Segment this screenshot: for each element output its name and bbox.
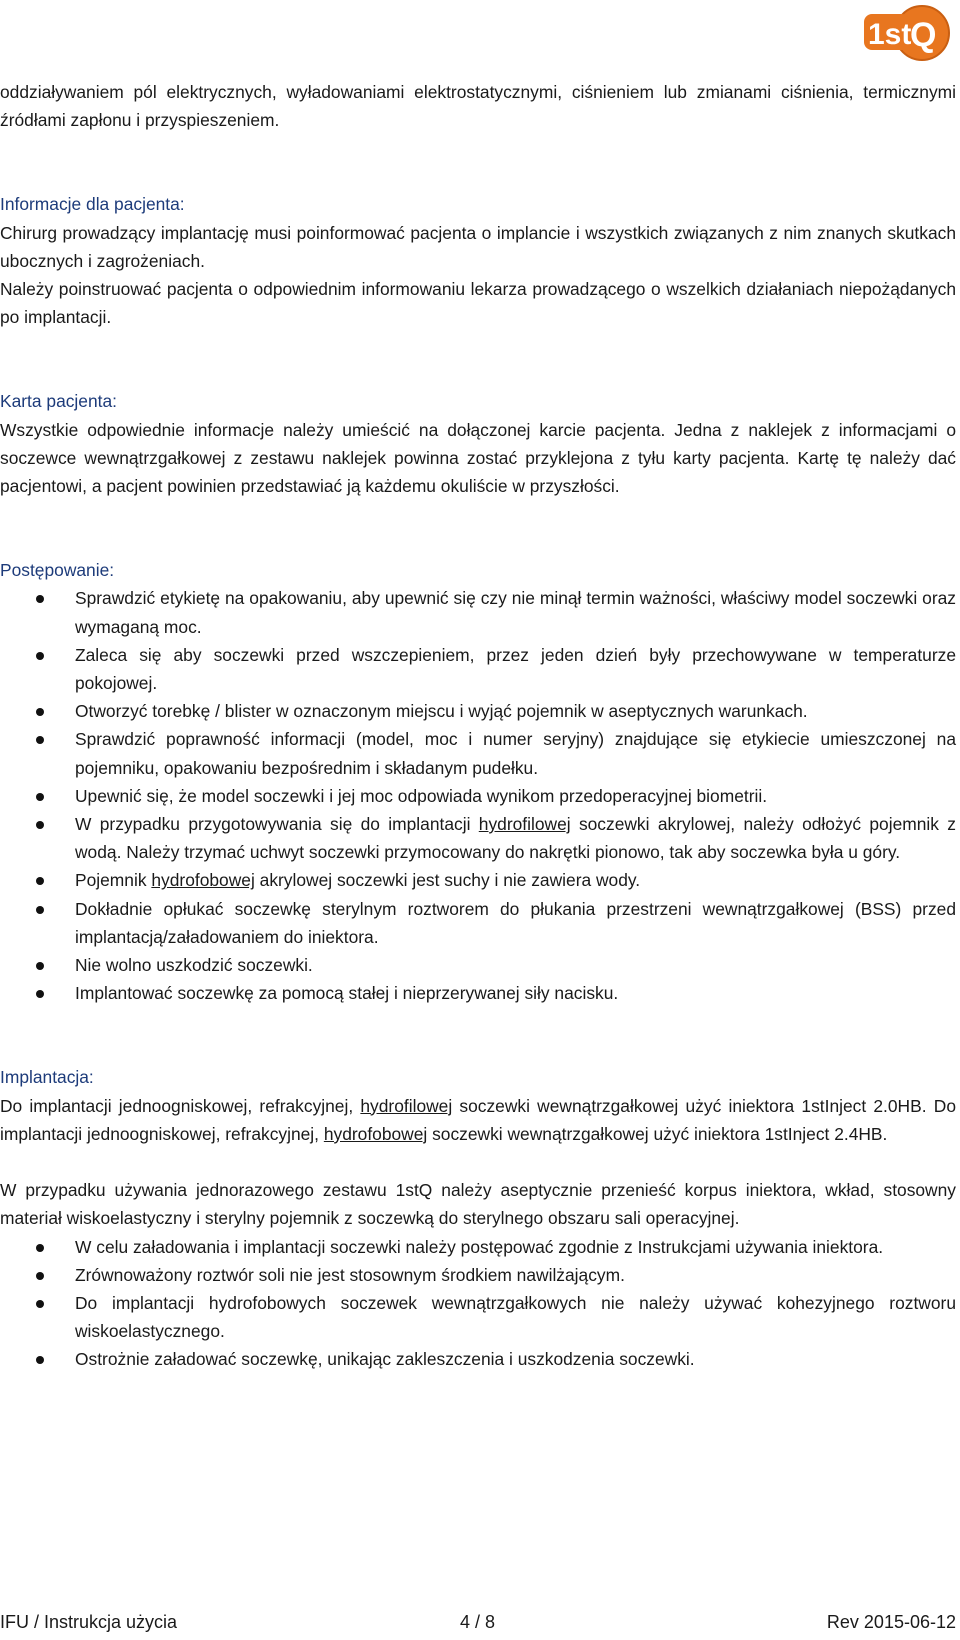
bullet-icon: [36, 1356, 44, 1364]
svg-text:Q: Q: [910, 16, 937, 54]
implantation-item: Zrównoważony roztwór soli nie jest stosownym środkiem nawilżającym.: [0, 1261, 956, 1289]
bullet-icon: [36, 962, 44, 970]
procedure-item: Sprawdzić etykietę na opakowaniu, aby upewnić się czy nie minął termin ważności, właściwy model soczewki oraz wymaganą moc.: [0, 584, 956, 640]
procedure-heading: Postępowanie:: [0, 560, 115, 581]
implantation-list: [0, 1233, 956, 1374]
bullet-icon: [36, 1300, 44, 1308]
implantation-paragraph-1: Do implantacji jednoogniskowej, refrakcyjnej, hydrofilowej soczewki wewnątrzgałkowej użyć iniektora 1stInject 2.0HB. Do implantacji jednoogniskowej, refrakcyjnej, hydrofobowej soczewki wewnątrzgałkowej użyć iniektora 1stInject 2.4HB.: [0, 1095, 956, 1144]
bullet-icon: [36, 708, 44, 716]
procedure-item: Otworzyć torebkę / blister w oznaczonym miejscu i wyjąć pojemnik w aseptycznych warunkach.: [0, 697, 956, 725]
bullet-icon: [36, 1272, 44, 1280]
company-logo: [860, 0, 952, 70]
procedure-item: Sprawdzić poprawność informacji (model, moc i numer seryjny) znajdujące się etykiecie umieszczonej na pojemniku, opakowaniu bezpośrednim i składanym pudełku.: [0, 725, 956, 781]
underlined-term: hydrofobowej: [151, 870, 255, 891]
svg-text:1st: 1st: [868, 18, 912, 51]
procedure-item: Nie wolno uszkodzić soczewki.: [0, 951, 956, 979]
footer-page-number: 4 / 8: [460, 1612, 496, 1632]
implantation-item: Do implantacji hydrofobowych soczewek wewnątrzgałkowych nie należy używać kohezyjnego roztworu wiskoelastycznego.: [0, 1289, 956, 1345]
underlined-term: hydrofilowej: [478, 814, 571, 835]
bullet-icon: [36, 821, 44, 829]
bullet-icon: [36, 990, 44, 998]
implantation-item: W celu załadowania i implantacji soczewki należy postępować zgodnie z Instrukcjami używania iniektora.: [0, 1233, 956, 1261]
patient-card-paragraph: Wszystkie odpowiednie informacje należy umieścić na dołączonej karcie pacjenta. Jedna z naklejek z informacjami o soczewce wewnątrzgałkowej z zestawu naklejek powinna zostać przyklejona z tyłu karty pacjenta. Kartę tę należy dać pacjentowi, a pacjent powinien przedstawiać ją każdemu okuliście w przyszłości.: [0, 419, 956, 497]
bullet-icon: [36, 652, 44, 660]
procedure-item: Pojemnik hydrofobowej akrylowej soczewki jest suchy i nie zawiera wody.: [0, 866, 956, 894]
bullet-icon: [36, 1244, 44, 1252]
document-body: [0, 78, 956, 1374]
logo-icon: [860, 0, 952, 70]
implantation-paragraph-2: W przypadku używania jednorazowego zestawu 1stQ należy aseptycznie przenieść korpus iniektora, wkład, stosowny materiał wiskoelastyczny i sterylny pojemnik z soczewką do sterylnego obszaru sali operacyjnej.: [0, 1180, 956, 1229]
footer-document-title: IFU / Instrukcja użycia: [0, 1612, 178, 1632]
intro-paragraph: oddziaływaniem pól elektrycznych, wyładowaniami elektrostatycznymi, ciśnieniem lub zmianami ciśnienia, termicznymi źródłami zapłonu i przyspieszeniem.: [0, 82, 956, 131]
page-footer: [0, 1604, 956, 1640]
bullet-icon: [36, 595, 44, 603]
implantation-item: Ostrożnie załadować soczewkę, unikając zakleszczenia i uszkodzenia soczewki.: [0, 1345, 956, 1373]
bullet-icon: [36, 906, 44, 914]
procedure-item: Implantować soczewkę za pomocą stałej i nieprzerywanej siły nacisku.: [0, 979, 956, 1007]
procedure-item: Dokładnie opłukać soczewkę sterylnym roztworem do płukania przestrzeni wewnątrzgałkowej (BSS) przed implantacją/załadowaniem do iniektora.: [0, 895, 956, 951]
procedure-item: Zaleca się aby soczewki przed wszczepieniem, przez jeden dzień były przechowywane w temperaturze pokojowej.: [0, 641, 956, 697]
procedure-list: [0, 584, 956, 1007]
bullet-icon: [36, 877, 44, 885]
patient-info-paragraph-2: Należy poinstruować pacjenta o odpowiednim informowaniu lekarza prowadzącego o wszelkich działaniach niepożądanych po implantacji.: [0, 279, 956, 328]
underlined-term: hydrofilowej: [360, 1095, 453, 1116]
patient-info-heading: Informacje dla pacjenta:: [0, 194, 185, 215]
procedure-item: Upewnić się, że model soczewki i jej moc odpowiada wynikom przedoperacyjnej biometrii.: [0, 782, 956, 810]
implantation-heading: Implantacja:: [0, 1067, 94, 1088]
bullet-icon: [36, 793, 44, 801]
procedure-item: W przypadku przygotowywania się do implantacji hydrofilowej soczewki akrylowej, należy odłożyć pojemnik z wodą. Należy trzymać uchwyt soczewki przymocowany do nakrętki pionowo, tak aby soczewka była u góry.: [0, 810, 956, 866]
bullet-icon: [36, 736, 44, 744]
patient-card-heading: Karta pacjenta:: [0, 391, 117, 412]
underlined-term: hydrofobowej: [323, 1123, 428, 1144]
patient-info-paragraph-1: Chirurg prowadzący implantację musi poinformować pacjenta o implancie i wszystkich związanych z nim znanych skutkach ubocznych i zagrożeniach.: [0, 222, 956, 271]
footer-revision: Rev 2015-06-12: [826, 1612, 956, 1632]
